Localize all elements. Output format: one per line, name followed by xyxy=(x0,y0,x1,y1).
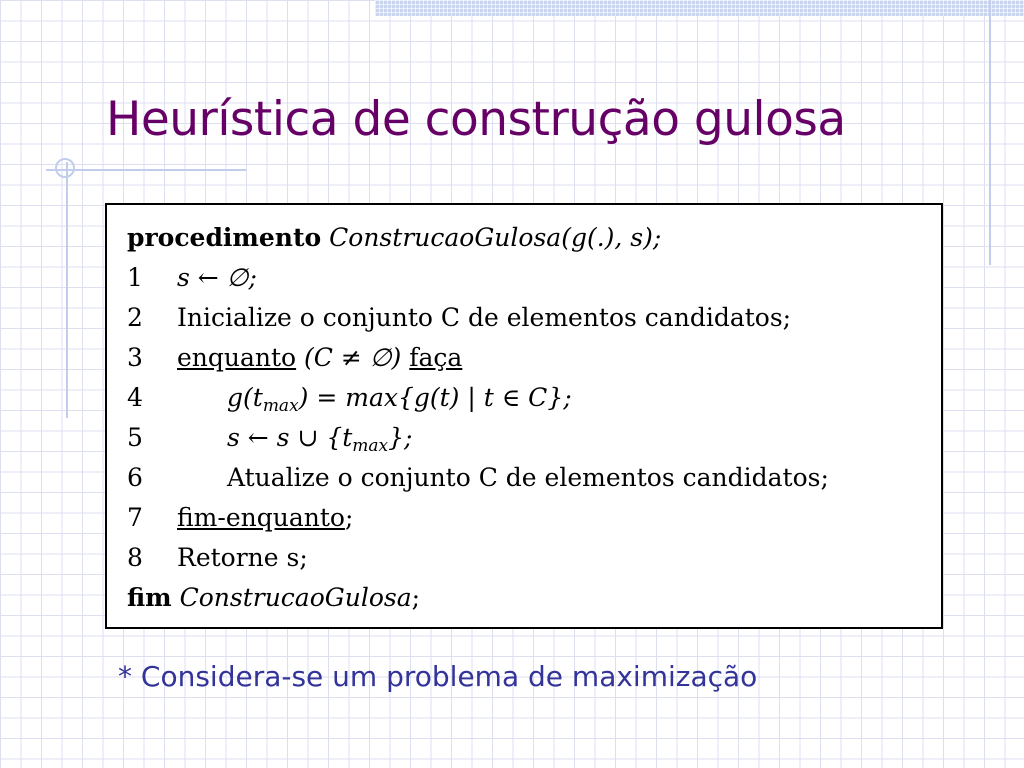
while-keyword: enquanto xyxy=(177,343,297,372)
line-number: 8 xyxy=(127,543,143,572)
slide-title: Heurística de construção gulosa xyxy=(106,92,846,147)
line-post: }; xyxy=(388,423,413,452)
line-number: 3 xyxy=(127,343,143,372)
line-rhs: ) = max{g(t) | t ∈ C}; xyxy=(298,383,572,412)
line-text: s ← ∅; xyxy=(177,263,257,292)
line-text: Retorne s; xyxy=(177,543,308,572)
header-procedure-name: ConstrucaoGulosa xyxy=(329,223,562,252)
algorithm-footer xyxy=(127,581,420,615)
line-number: 7 xyxy=(127,503,143,532)
algorithm-header xyxy=(127,221,661,255)
line-number: 6 xyxy=(127,463,143,492)
footnote: * Considera-se um problema de maximização xyxy=(118,660,758,693)
line-number: 1 xyxy=(127,263,143,292)
title-underline-decoration xyxy=(46,169,246,171)
end-while-keyword: fim-enquanto xyxy=(177,503,345,532)
while-condition: (C ≠ ∅) xyxy=(296,343,410,372)
algorithm-box xyxy=(105,203,943,629)
header-params: (g(.), s); xyxy=(561,223,662,252)
line-subscript: max xyxy=(262,396,299,416)
footer-post: ; xyxy=(411,583,421,612)
do-keyword: faça xyxy=(409,343,463,372)
footer-procedure-name: ConstrucaoGulosa xyxy=(179,583,412,612)
line-lhs: g(t xyxy=(227,383,263,412)
line-number: 2 xyxy=(127,303,143,332)
left-decorative-line xyxy=(66,162,68,418)
header-keyword: procedimento xyxy=(127,223,322,252)
line-text: Atualize o conjunto C de elementos candidatos; xyxy=(227,463,829,492)
line-post: ; xyxy=(344,503,354,532)
footer-keyword: fim xyxy=(127,583,172,612)
right-decorative-line xyxy=(989,0,991,265)
line-number: 4 xyxy=(127,383,143,412)
crosshair-decoration xyxy=(55,158,75,178)
line-pre: s ← s ∪ {t xyxy=(227,423,353,452)
line-subscript: max xyxy=(352,436,389,456)
line-text: Inicialize o conjunto C de elementos candidatos; xyxy=(177,303,792,332)
line-number: 5 xyxy=(127,423,143,452)
top-decorative-band xyxy=(375,0,1024,16)
